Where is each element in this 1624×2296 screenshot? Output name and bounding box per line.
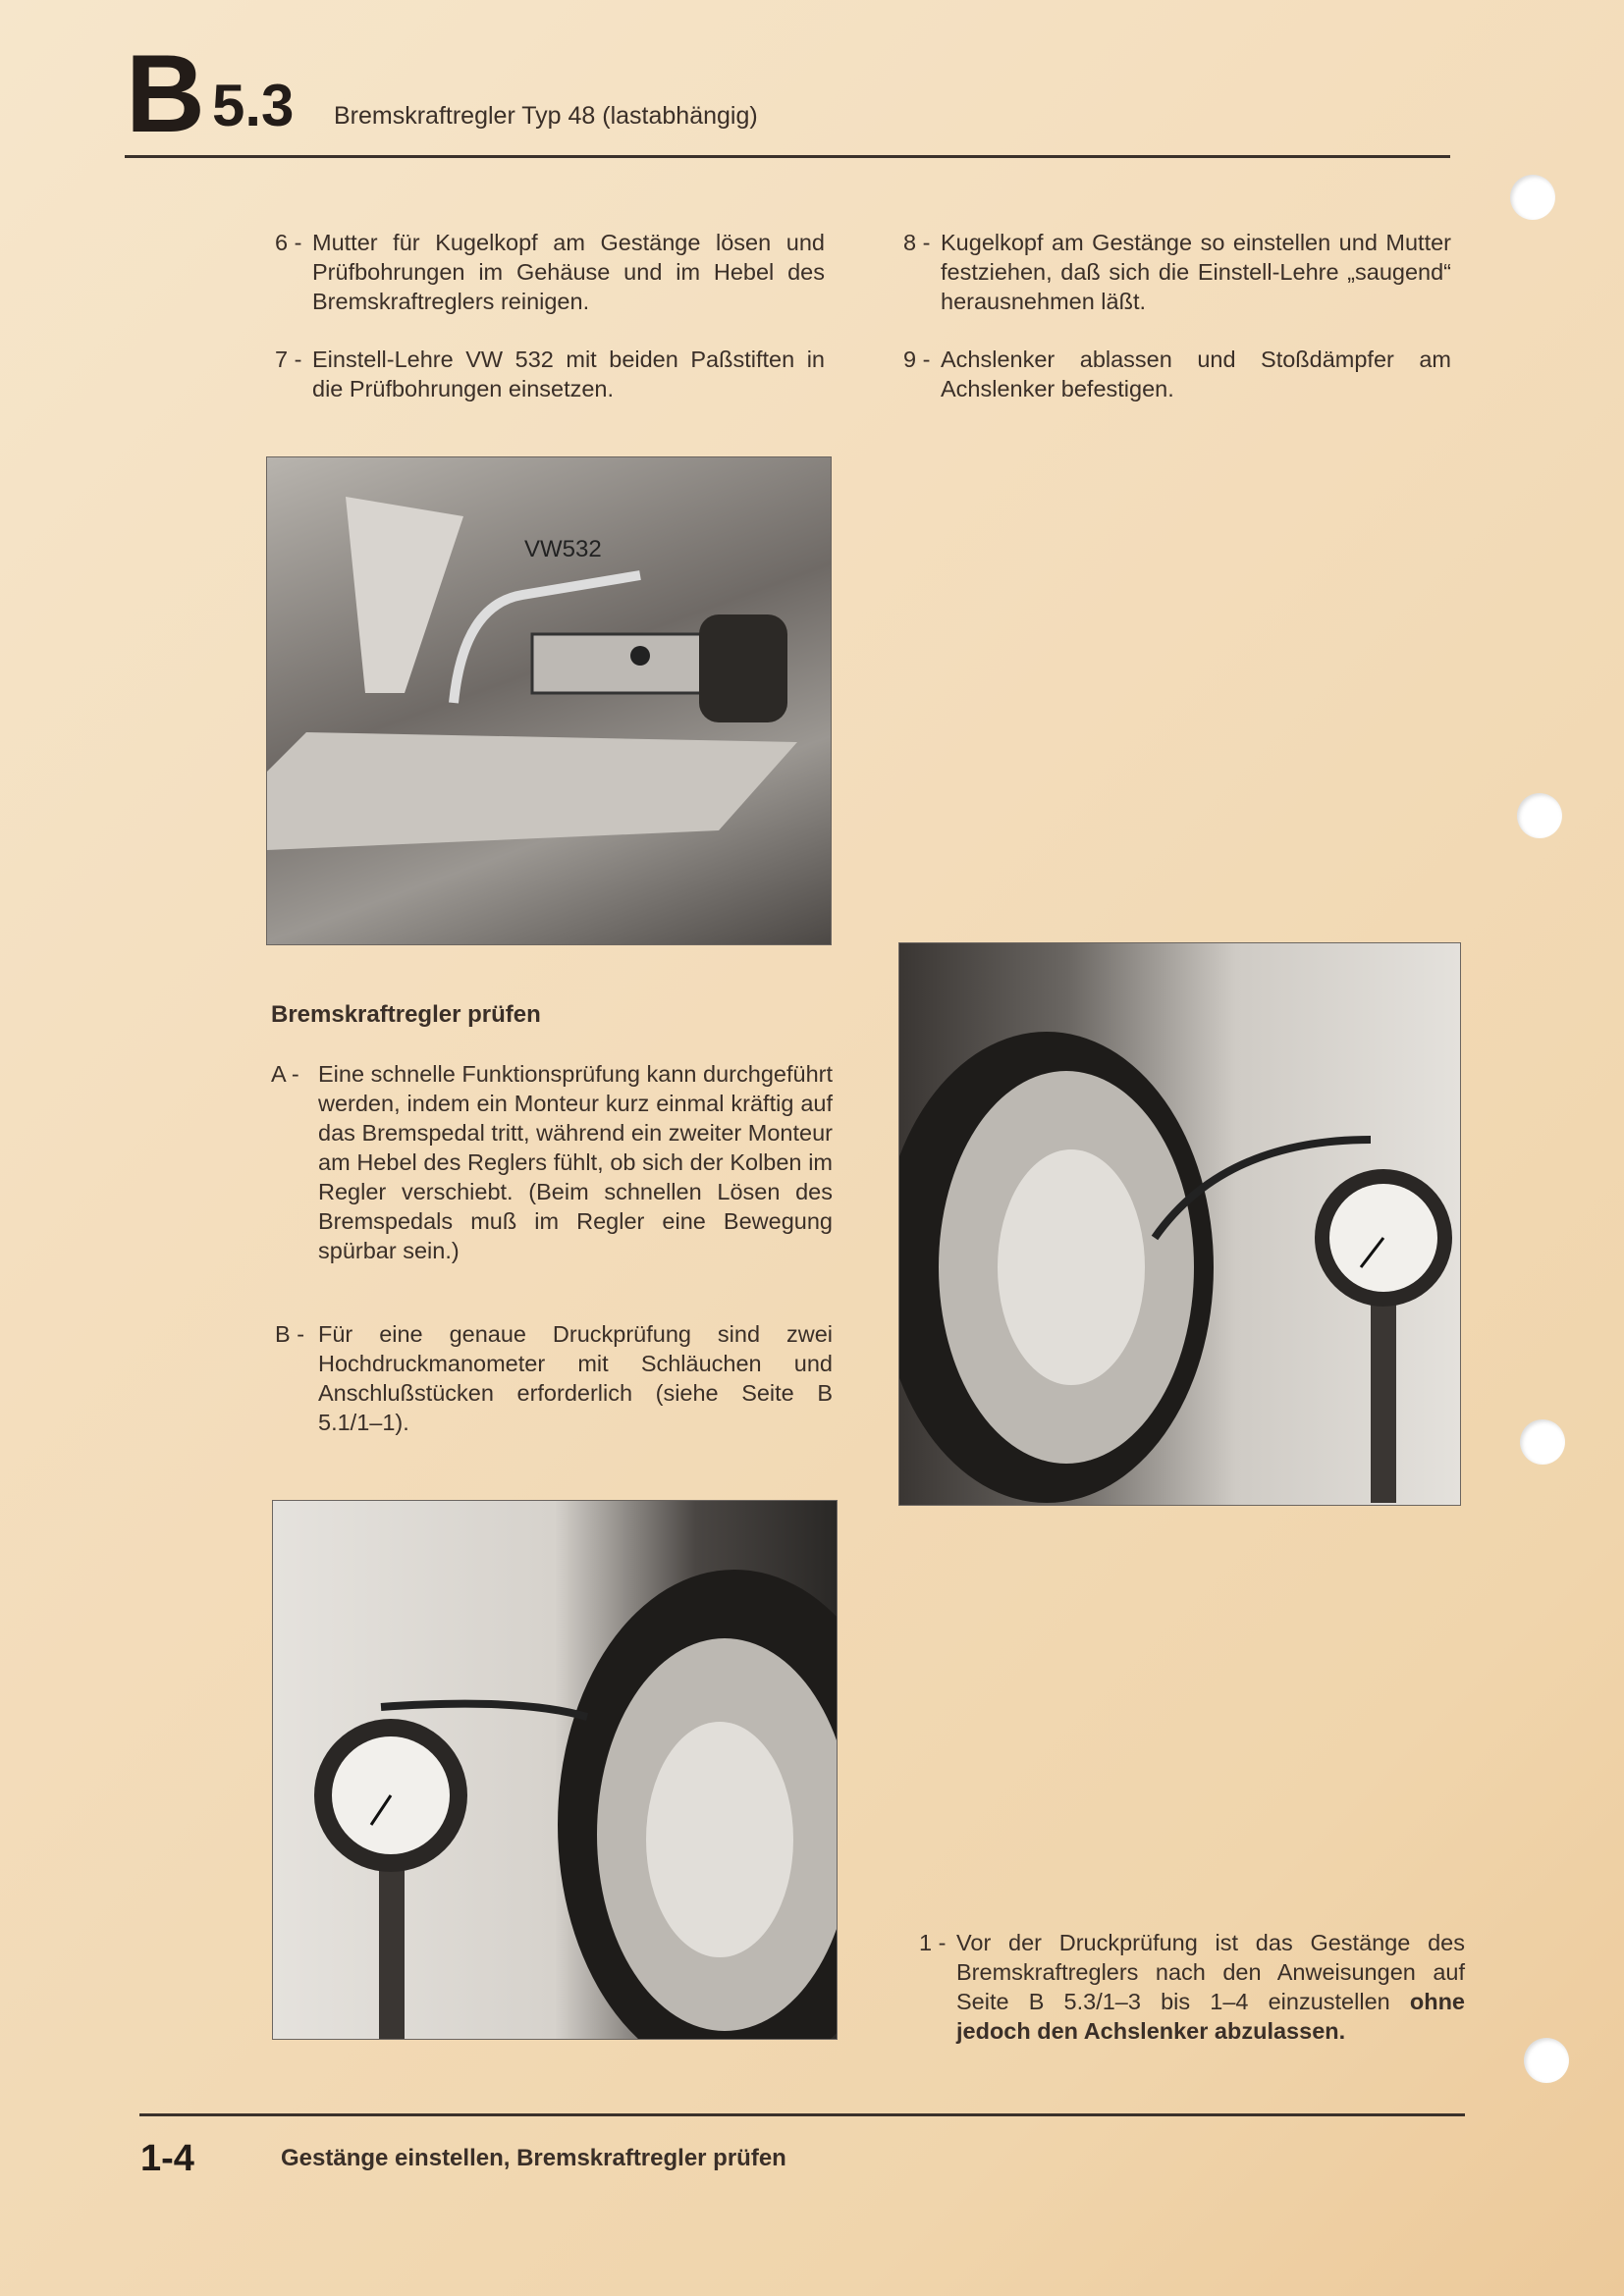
- step-number: 8 -: [903, 230, 931, 255]
- wheel-gauge-illustration: [273, 1501, 837, 2039]
- step-number: 1 -: [919, 1930, 947, 1955]
- step-number: 7 -: [275, 347, 302, 372]
- check-item-a: [271, 1059, 833, 1265]
- step-6: [275, 228, 825, 316]
- page-title: Bremskraftregler Typ 48 (lastabhängig): [334, 102, 758, 130]
- section-number: 5.3: [212, 73, 295, 138]
- wheel-gauge-illustration: [899, 943, 1460, 1505]
- step-text: Achslenker ablassen und Stoßdämpfer am Achslenker befestigen.: [941, 347, 1451, 401]
- step-1: [919, 1928, 1465, 2046]
- punch-hole: [1524, 2038, 1569, 2083]
- page-number: 1-4: [140, 2138, 194, 2179]
- punch-hole: [1510, 175, 1555, 220]
- item-text: Eine schnelle Funktionsprüfung kann durchgeführt werden, indem ein Monteur kurz einmal kräftig auf das Bremspedal tritt, während ein zweiter Monteur am Hebel des Reglers fühlt, ob sich der Kolben im Regler verschiebt. (Beim schnellen Lösen des Bremspedals muß im Regler eine Bewegung spürbar sein.): [318, 1061, 833, 1263]
- step-8: [903, 228, 1451, 316]
- punch-hole: [1520, 1419, 1565, 1465]
- step-text: Kugelkopf am Gestänge so einstellen und Mutter festziehen, daß sich die Einstell-Lehre „saugend“ herausnehmen läßt.: [941, 230, 1451, 314]
- step-9: [903, 345, 1451, 403]
- photo-rear-wheel-gauge: [898, 942, 1461, 1506]
- punch-hole: [1517, 793, 1562, 838]
- step-text-wrap: [956, 1928, 1465, 2046]
- step-text-bold: ohne jedoch den Achslenker abzulassen.: [956, 1989, 1465, 2044]
- step-text: Vor der Druckprüfung ist das Gestänge des Bremskraftreglers nach den Anweisungen auf Seite B 5.3/1–3 bis 1–4 einzustellen: [956, 1930, 1465, 2014]
- step-number: 6 -: [275, 230, 302, 255]
- footer-title: Gestänge einstellen, Bremskraftregler prüfen: [281, 2145, 786, 2171]
- regulator-illustration: [267, 457, 831, 944]
- header-rule: [125, 155, 1450, 158]
- chapter-letter: B: [126, 32, 205, 155]
- item-letter: A -: [271, 1061, 299, 1087]
- footer-rule: [139, 2113, 1465, 2116]
- check-item-b: [275, 1319, 833, 1437]
- step-text: Mutter für Kugelkopf am Gestänge lösen und Prüfbohrungen im Gehäuse und im Hebel des Bremskraftreglers reinigen.: [312, 230, 825, 314]
- tool-label: VW532: [524, 536, 602, 562]
- step-7: [275, 345, 825, 403]
- photo-regulator-gauge: [266, 456, 832, 945]
- photo-front-wheel-gauge: [272, 1500, 838, 2040]
- section-heading: Bremskraftregler prüfen: [271, 1001, 541, 1028]
- item-text: Für eine genaue Druckprüfung sind zwei Hochdruckmanometer mit Schläuchen und Anschlußstücken erforderlich (siehe Seite B 5.1/1–1).: [318, 1321, 833, 1435]
- step-text: Einstell-Lehre VW 532 mit beiden Paßstiften in die Prüfbohrungen einsetzen.: [312, 347, 825, 401]
- step-number: 9 -: [903, 347, 931, 372]
- item-letter: B -: [275, 1321, 305, 1347]
